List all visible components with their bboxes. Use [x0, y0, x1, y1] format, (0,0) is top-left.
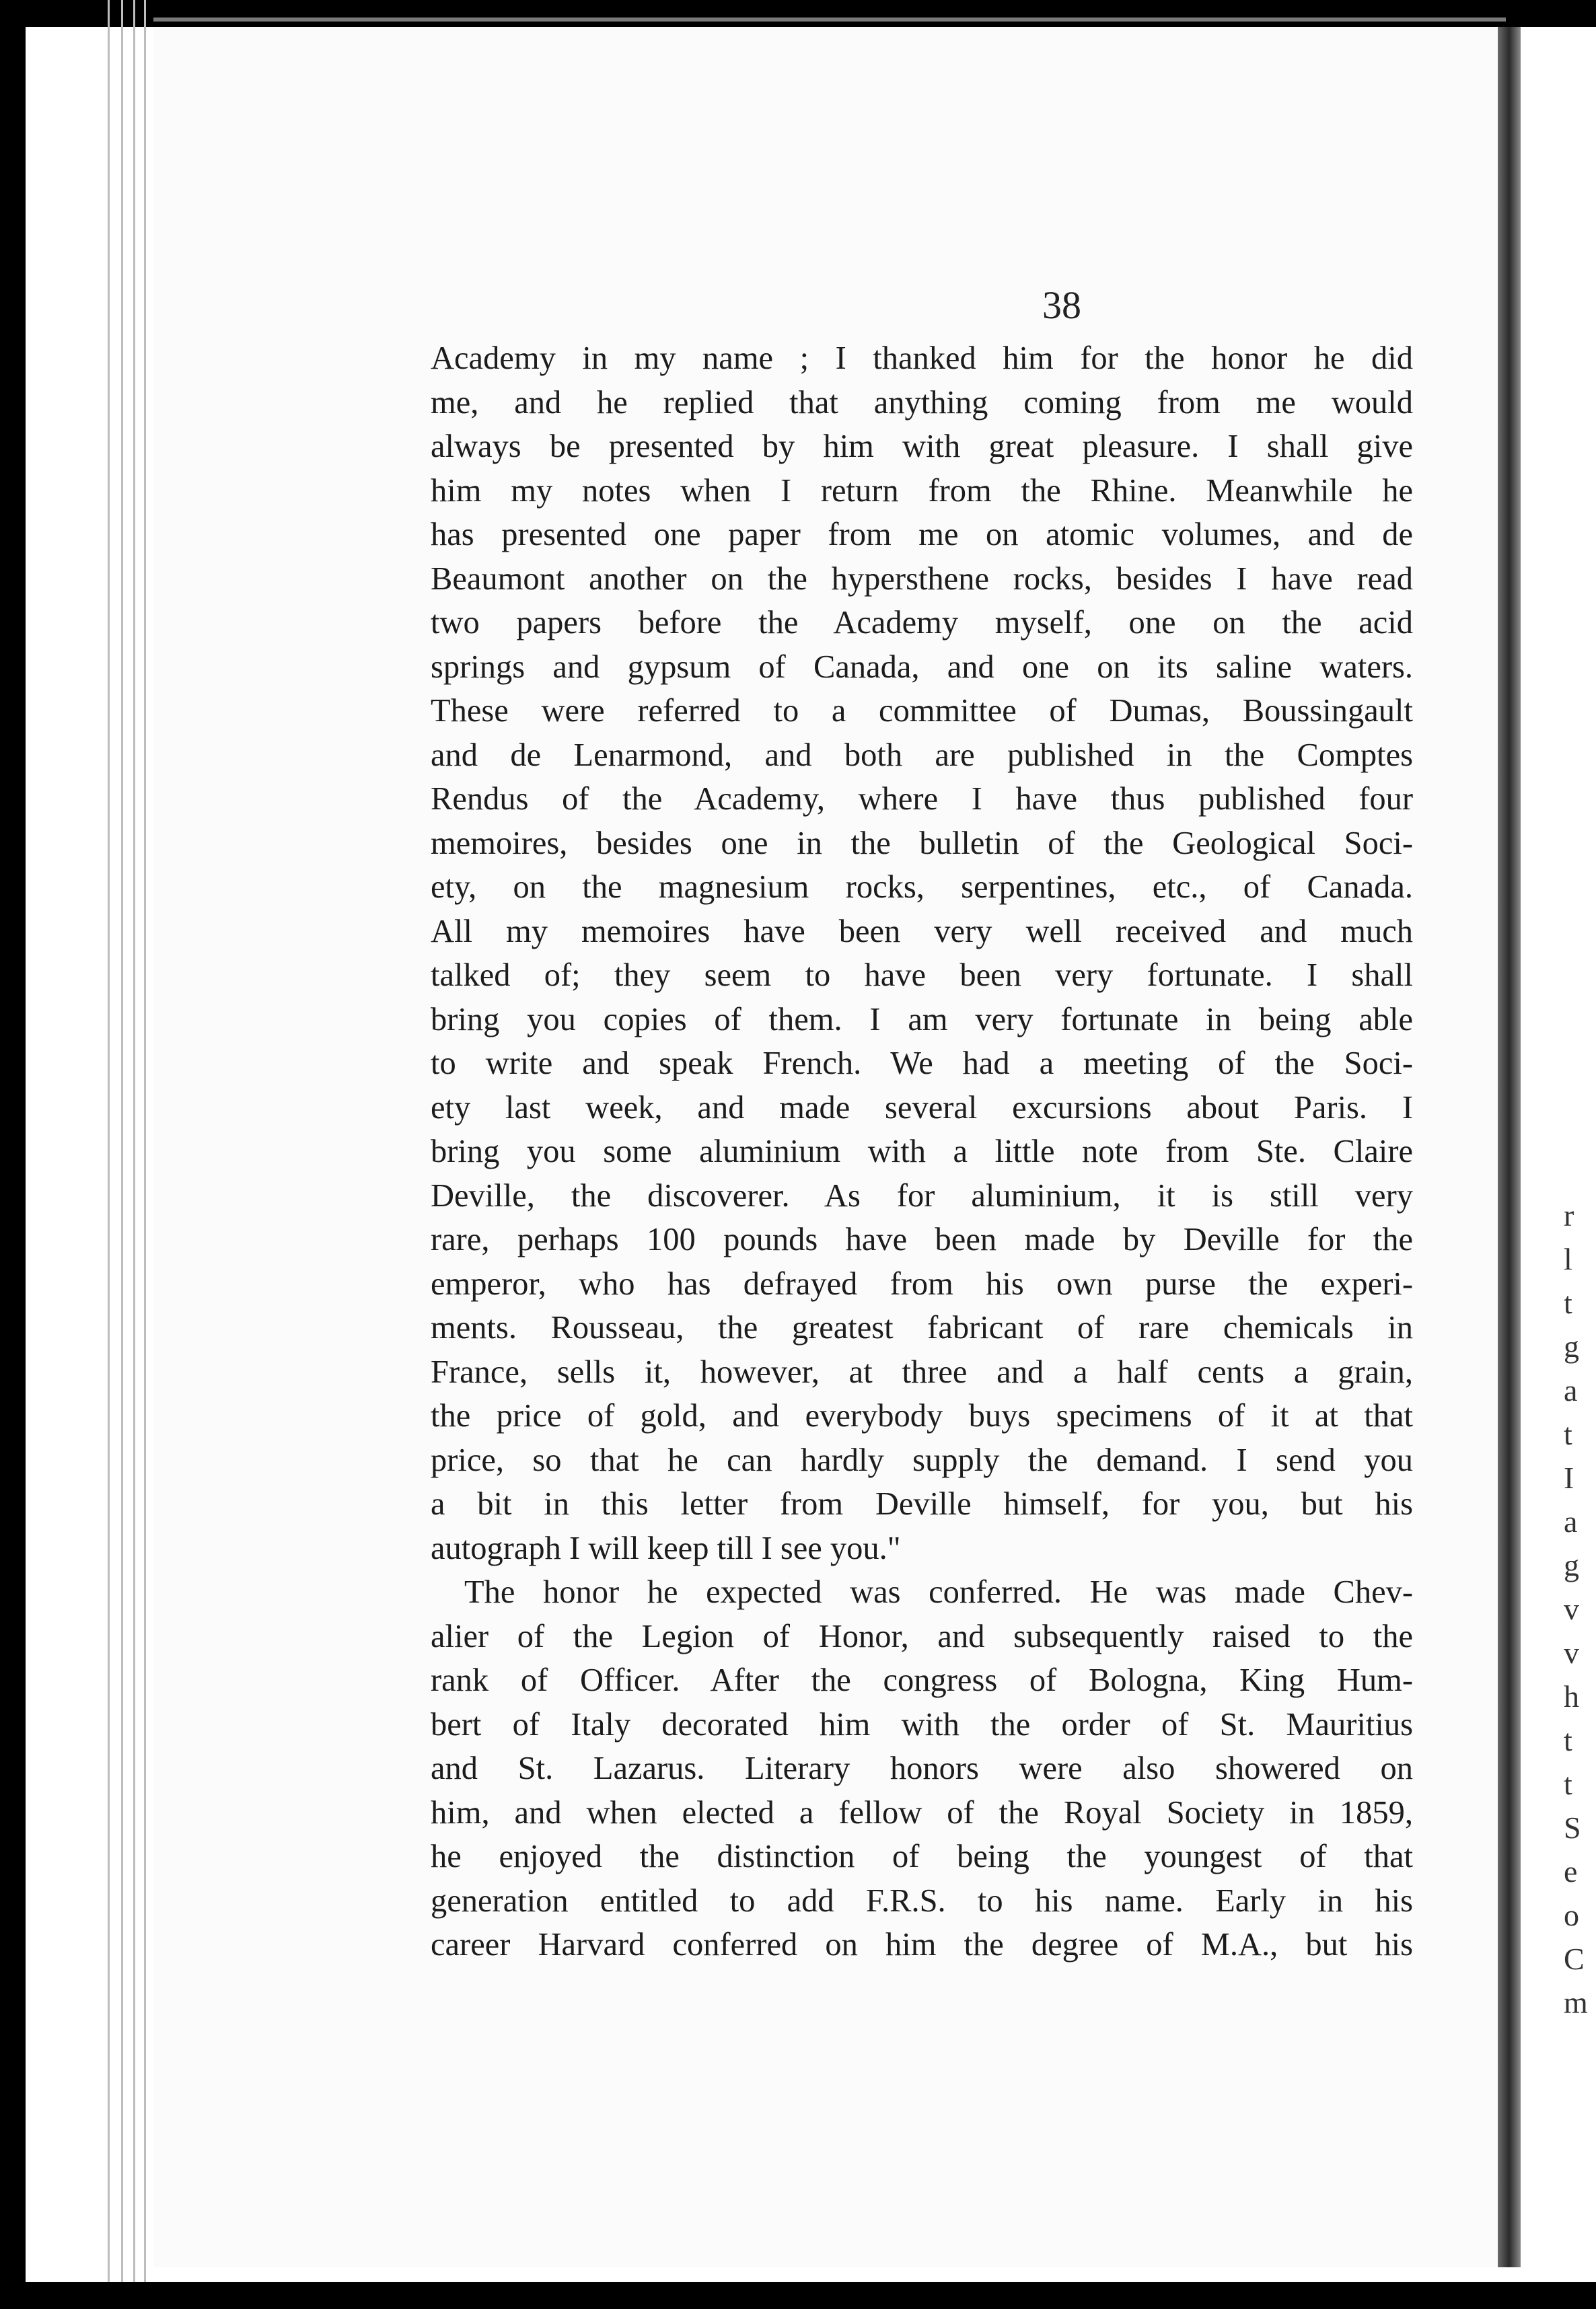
scan-border-top	[0, 0, 1596, 27]
text-line: memoires, besides one in the bulletin of the Geological Soci-	[431, 825, 1413, 861]
next-page-letter: m	[1564, 1985, 1588, 2020]
text-line: a bit in this letter from Deville himself, for you, but his	[431, 1486, 1413, 1522]
next-page-letter: h	[1564, 1679, 1579, 1714]
scan-border-left	[0, 0, 26, 2309]
next-page-letter: a	[1564, 1504, 1578, 1539]
next-page-letter: v	[1564, 1636, 1579, 1670]
text-line: generation entitled to add F.R.S. to his name. Early in his	[431, 1882, 1413, 1919]
next-page-letter: t	[1564, 1417, 1572, 1451]
text-line: him my notes when I return from the Rhine. Meanwhile he	[431, 472, 1413, 509]
text-line: rank of Officer. After the congress of Bologna, King Hum-	[431, 1662, 1413, 1698]
text-line: the price of gold, and everybody buys specimens of it at that	[431, 1398, 1413, 1434]
next-page-letter: v	[1564, 1592, 1579, 1626]
text-line: ety last week, and made several excursions about Paris. I	[431, 1089, 1413, 1126]
text-line: bert of Italy decorated him with the order of St. Mauritius	[431, 1706, 1413, 1743]
next-page-letter: g	[1564, 1548, 1579, 1582]
text-line: The honor he expected was conferred. He was made Chev-	[464, 1574, 1413, 1610]
next-page-edge	[1521, 27, 1596, 2282]
next-page-letter: g	[1564, 1329, 1579, 1364]
next-page-letter: t	[1564, 1723, 1572, 1757]
page-top-edge	[153, 17, 1506, 22]
text-line: France, sells it, however, at three and a half cents a grain,	[431, 1354, 1413, 1390]
text-line: Rendus of the Academy, where I have thus published four	[431, 781, 1413, 817]
text-line: two papers before the Academy myself, one on the acid	[431, 605, 1413, 640]
text-line: emperor, who has defrayed from his own purse the experi-	[431, 1266, 1413, 1302]
text-line: ety, on the magnesium rocks, serpentines, etc., of Canada.	[431, 869, 1413, 905]
text-line: ments. Rousseau, the greatest fabricant of rare chemicals in	[431, 1310, 1413, 1346]
text-line: alier of the Legion of Honor, and subsequently raised to the	[431, 1618, 1413, 1654]
text-line: Beaumont another on the hypersthene rocks, besides I have read	[431, 560, 1413, 597]
text-line: he enjoyed the distinction of being the youngest of that	[431, 1839, 1413, 1874]
scan-border-bottom	[0, 2282, 1596, 2309]
text-line: bring you copies of them. I am very fortunate in being able	[431, 1001, 1413, 1037]
text-line: me, and he replied that anything coming from me would	[431, 384, 1413, 420]
next-page-letter: C	[1564, 1942, 1585, 1976]
text-line: talked of; they seem to have been very fortunate. I shall	[431, 957, 1413, 993]
page-stack-edge	[144, 0, 146, 2309]
text-line: him, and when elected a fellow of the Royal Society in 1859,	[431, 1794, 1413, 1831]
next-page-letter: a	[1564, 1373, 1578, 1407]
page-number: 38	[1042, 283, 1081, 327]
page-stack-edge	[121, 0, 123, 2309]
text-line: price, so that he can hardly supply the demand. I send you	[431, 1442, 1413, 1478]
page-stack-edge	[108, 0, 110, 2309]
text-line: springs and gypsum of Canada, and one on its saline waters.	[431, 649, 1413, 685]
text-line: and de Lenarmond, and both are published in the Comptes	[431, 737, 1413, 773]
text-line: career Harvard conferred on him the degree of M.A., but his	[431, 1927, 1413, 1963]
next-page-letter: r	[1564, 1198, 1574, 1233]
text-line: rare, perhaps 100 pounds have been made by Deville for the	[431, 1222, 1413, 1257]
next-page-letter: S	[1564, 1810, 1581, 1845]
next-page-letter: I	[1564, 1461, 1574, 1495]
page-stack-edge	[133, 0, 135, 2309]
text-line: has presented one paper from me on atomic volumes, and de	[431, 517, 1413, 552]
next-page-letter: t	[1564, 1286, 1572, 1320]
text-line: always be presented by him with great pleasure. I shall give	[431, 429, 1413, 464]
text-line: All my memoires have been very well received and much	[431, 913, 1413, 949]
text-line: Academy in my name ; I thanked him for the honor he did	[431, 340, 1413, 376]
text-line: These were referred to a committee of Dumas, Boussingault	[431, 693, 1413, 729]
next-page-letter: t	[1564, 1767, 1572, 1801]
next-page-letter: l	[1564, 1242, 1572, 1276]
body-text	[431, 336, 1413, 1967]
text-line: Deville, the discoverer. As for aluminium, it is still very	[431, 1177, 1413, 1214]
text-line: autograph I will keep till I see you."	[431, 1530, 901, 1566]
text-line: to write and speak French. We had a meeting of the Soci-	[431, 1046, 1413, 1081]
next-page-letter: o	[1564, 1898, 1579, 1932]
book-gutter	[1498, 27, 1521, 2267]
text-line: bring you some aluminium with a little note from Ste. Claire	[431, 1134, 1413, 1169]
next-page-letter: e	[1564, 1854, 1578, 1889]
text-line: and St. Lazarus. Literary honors were also showered on	[431, 1751, 1413, 1786]
